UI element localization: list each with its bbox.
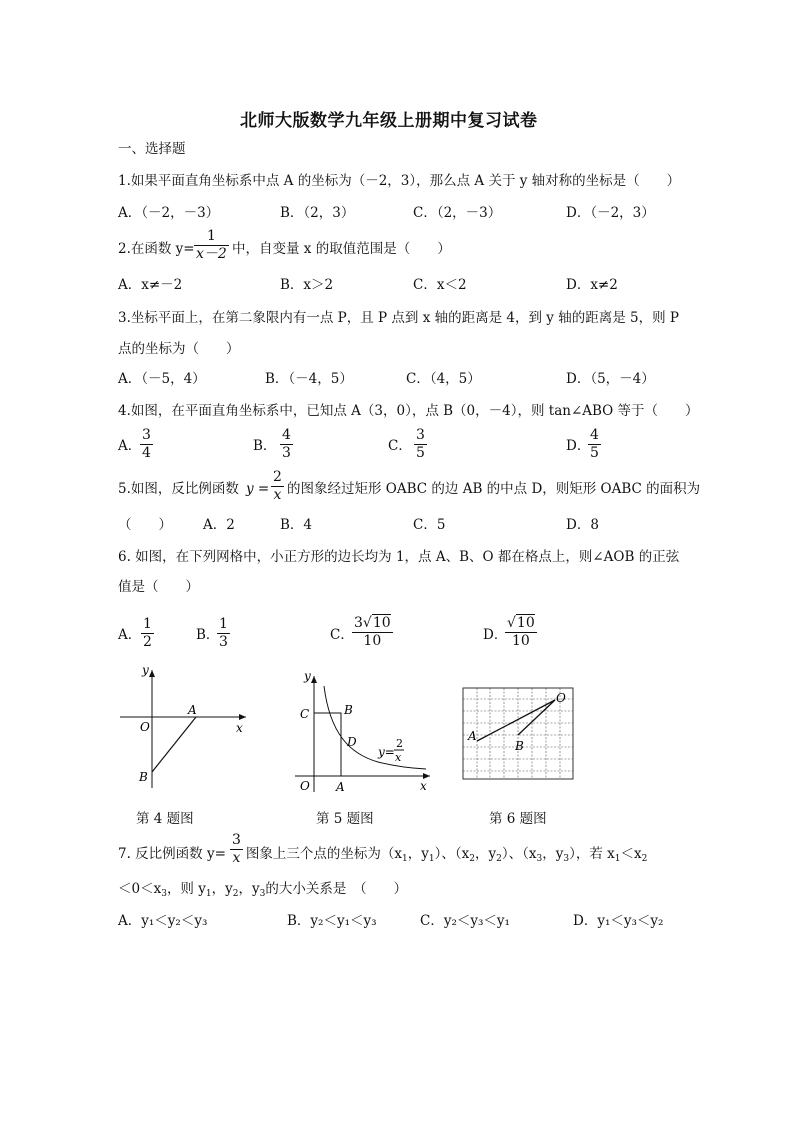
q4-option-b-fraction (280, 427, 293, 462)
question-2-stem-pre: 2.在函数 y= (118, 241, 195, 257)
q5-option-a: A．2 (203, 517, 235, 533)
figure-6 (460, 684, 580, 784)
figure-6-caption: 第 6 题图 (489, 811, 547, 827)
q7-option-c: C．y₂＜y₃＜y₁ (420, 913, 510, 929)
q6-d-radicand: 10 (516, 615, 535, 631)
fig5-label-o: O (300, 779, 310, 793)
q4-d-denominator: 5 (590, 445, 599, 461)
q6-c-denominator: 10 (352, 632, 393, 650)
q4-b-numerator: 4 (282, 427, 291, 443)
q6-a-denominator: 2 (143, 634, 152, 650)
q4-option-d-label: D． (566, 438, 591, 454)
q4-c-denominator: 5 (416, 445, 425, 461)
q6-option-c-fraction (352, 614, 393, 650)
q6-c-coefficient: 3 (354, 615, 363, 631)
q4-option-a-label: A． (118, 438, 142, 454)
q6-a-numerator: 1 (143, 616, 152, 632)
q2-option-c: C．x＜2 (413, 277, 467, 293)
q6-d-numerator: √10 (507, 615, 535, 631)
q6-d-denominator: 10 (505, 632, 537, 650)
q6-option-d-fraction (505, 614, 537, 650)
q2-option-d: D．x≠2 (566, 277, 618, 293)
fig5-eq-y: y= (378, 745, 395, 759)
q2-option-b: B．x＞2 (280, 277, 334, 293)
q1-option-b: B．（2，3） (280, 205, 355, 221)
question-5-bracket: （ ） (118, 517, 172, 533)
q6-option-b-label: B． (196, 627, 220, 643)
question-5-stem-post: 的图象经过矩形 OABC 的边 AB 的中点 D，则矩形 OABC 的面积为 (287, 481, 701, 497)
fig5-label-b: B (344, 703, 353, 717)
q4-option-d-fraction (588, 427, 601, 462)
q5-option-b: B．4 (280, 517, 313, 533)
fig4-y-arrow (149, 670, 155, 677)
figure-5-caption: 第 5 题图 (316, 811, 374, 827)
q1-option-c: C．（2，－3） (413, 205, 502, 221)
q5-option-c: C．5 (413, 517, 446, 533)
q1-option-a: A．（－2，－3） (118, 205, 220, 221)
fig4-label-o: O (140, 720, 150, 734)
q5-fraction (271, 469, 284, 504)
question-5-stem-pre: 5.如图，反比例函数 (118, 481, 239, 497)
fig4-x-arrow (239, 714, 246, 720)
q6-b-numerator: 1 (219, 616, 228, 632)
q5-y-equals: y = (246, 481, 270, 497)
q7-option-b: B．y₂＜y₁＜y₃ (287, 913, 377, 929)
question-3-line-1: 3.坐标平面上，在第二象限内有一点 P，且 P 点到 x 轴的距离是 4，到 y 轴的距离是 5，则 P (118, 310, 679, 326)
q7-fraction-denominator: x (230, 849, 243, 867)
q7-option-d: D．y₁＜y₃＜y₂ (573, 913, 664, 929)
q1-option-d: D．（－2，3） (566, 205, 655, 221)
fig5-label-d: D (347, 735, 357, 749)
figure-4-caption: 第 4 题图 (136, 811, 194, 827)
q4-d-numerator: 4 (590, 427, 599, 443)
question-7-line-1: 7. 反比例函数 y= 图象上三个点的坐标为（$x_1$，$y_1$）、（$x_2$，$y_2$）、（$x_3$，$y_3$），若 $x_1<x_2$ (118, 846, 648, 864)
fig6-label-a: A (468, 729, 477, 743)
q7-stem-pre: 7. 反比例函数 y= (118, 846, 226, 862)
fig5-label-c: C (300, 707, 310, 721)
q6-option-c-label: C． (330, 627, 354, 643)
q5-fraction-numerator: 2 (273, 469, 282, 485)
fig5-label-a: A (336, 780, 345, 794)
q4-a-denominator: 4 (142, 445, 151, 461)
fig6-label-o: O (556, 691, 566, 705)
q6-option-d-label: D． (483, 627, 508, 643)
q2-option-a: A．x≠－2 (118, 277, 183, 293)
q4-a-numerator: 3 (142, 427, 151, 443)
q4-option-c-label: C． (388, 438, 412, 454)
fig4-label-b: B (139, 770, 148, 784)
q2-fraction (194, 228, 229, 263)
q3-option-b: B．（－4，5） (265, 371, 353, 387)
fig4-label-x: x (236, 721, 243, 735)
q4-c-numerator: 3 (416, 427, 425, 443)
q4-b-denominator: 3 (282, 445, 291, 461)
q5-fraction-denominator: x (271, 486, 284, 504)
q2-fraction-denominator: x－2 (196, 246, 227, 262)
fig5-y-arrow (311, 676, 317, 683)
fig5-hyperbola (324, 686, 426, 769)
question-4-stem: 4.如图，在平面直角坐标系中，已知点 A（3，0），点 B（0，－4），则 tan∠ABO 等于（ ） (118, 403, 699, 419)
q4-option-b-label: B． (253, 438, 277, 454)
fig5-rectangle (314, 713, 341, 776)
fig4-label-y: y (142, 663, 149, 677)
q4-option-c-fraction (414, 427, 427, 462)
fig6-segment-ob (518, 700, 555, 735)
page-title: 北师大版数学九年级上册期中复习试卷 (240, 111, 538, 131)
fig6-label-b: B (515, 739, 524, 753)
q7-option-a: A．y₁＜y₂＜y₃ (118, 913, 208, 929)
q4-option-a-fraction (140, 427, 153, 462)
q6-c-radicand: 10 (372, 615, 391, 631)
question-3-line-2: 点的坐标为（ ） (118, 341, 240, 357)
question-6-line-1: 6. 如图，在下列网格中，小正方形的边长均为 1，点 A、B、O 都在格点上，则∠AOB 的正弦 (118, 549, 680, 565)
q6-option-a-label: A． (118, 627, 142, 643)
q6-option-b-fraction (217, 616, 230, 651)
q6-option-a-fraction (141, 616, 154, 651)
q3-option-c: C．（4，5） (406, 371, 481, 387)
q3-option-a: A．（－5，4） (118, 371, 206, 387)
fig5-label-y: y (304, 669, 311, 683)
figure-5 (290, 664, 435, 799)
q6-b-denominator: 3 (219, 634, 228, 650)
q3-option-d: D．（5，－4） (566, 371, 655, 387)
question-6-line-2: 值是（ ） (118, 579, 199, 595)
q5-option-d: D．8 (566, 517, 599, 533)
fig5-eq-numerator: 2 (396, 737, 403, 750)
q6-c-numerator: 3√10 (354, 615, 391, 631)
q7-fraction-numerator: 3 (232, 832, 241, 848)
q2-fraction-numerator: 1 (206, 228, 216, 244)
q7-fraction (230, 832, 243, 867)
fig4-segment-ab (152, 717, 196, 772)
question-2-stem-post: 中，自变量 x 的取值范围是（ ） (232, 241, 451, 257)
fig5-eq-denominator: x (395, 751, 402, 764)
fig4-label-a: A (188, 703, 197, 717)
question-7-line-2: $<0<x_3$，则 $y_1$，$y_2$，$y_3$的大小关系是 （ ） (118, 881, 408, 899)
fig5-label-x: x (420, 779, 427, 793)
figure-4 (112, 660, 252, 795)
section-heading: 一、选择题 (118, 141, 186, 157)
question-1-stem: 1.如果平面直角坐标系中点 A 的坐标为（－2，3），那么点 A 关于 y 轴对称的坐标是（ ） (118, 173, 681, 189)
